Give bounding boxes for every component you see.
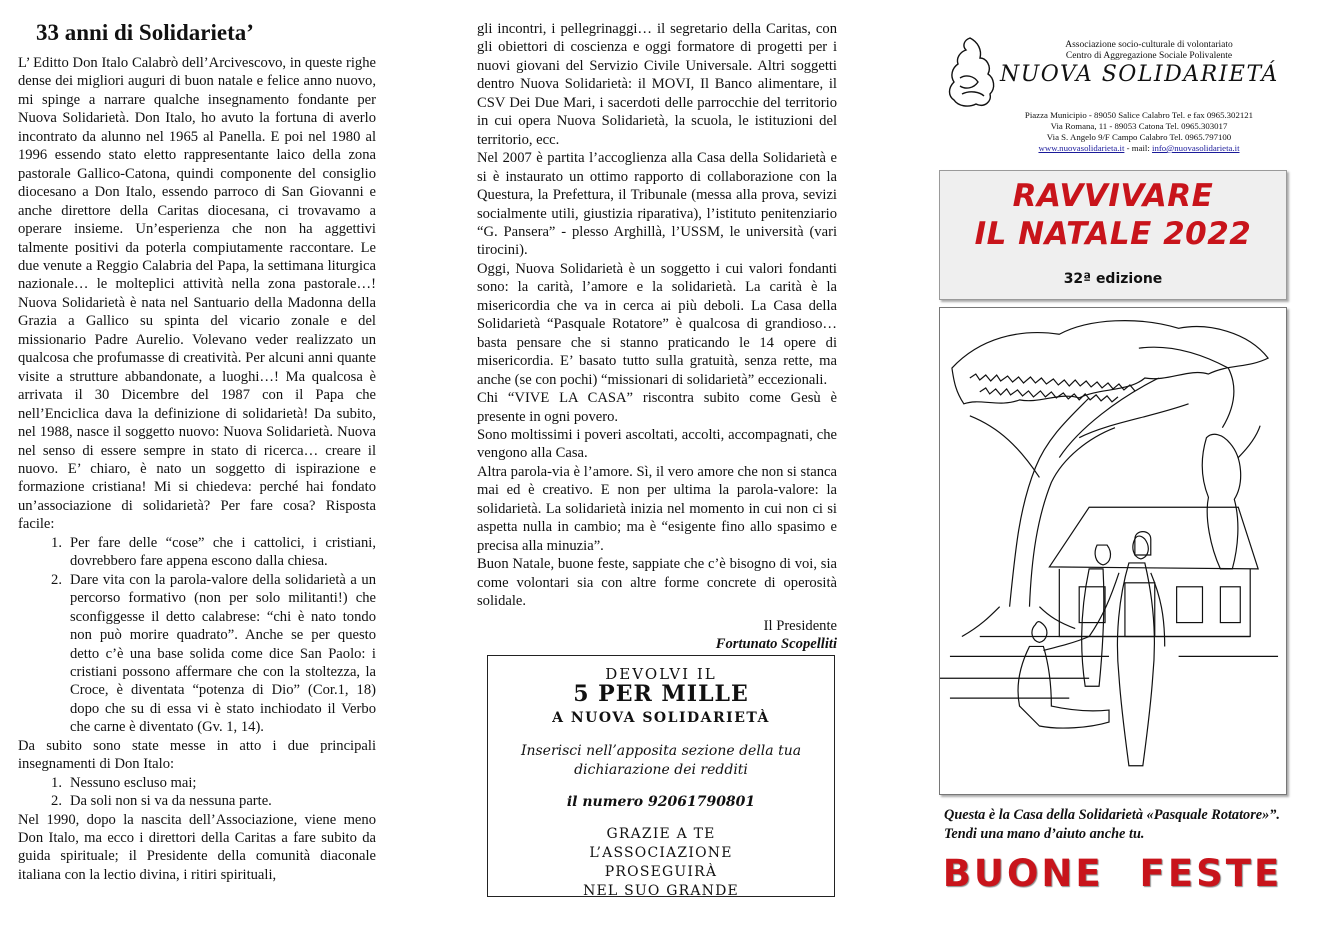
mille-thanks-line: L’ASSOCIAZIONE	[589, 845, 733, 861]
list-item	[18, 774, 376, 792]
paragraph: Chi “VIVE LA CASA” riscontra subito come Gesù è presente in ogni povero.	[477, 390, 837, 425]
list-number: 2.	[51, 793, 62, 810]
list-teachings	[18, 774, 376, 811]
association-type: Associazione socio-culturale di volontariato	[1065, 40, 1233, 50]
paragraph: Da subito sono state messe in atto i due principali insegnamenti di Don Italo:	[18, 737, 376, 773]
address-line: Via Romana, 11 - 89053 Catona Tel. 0965.303017	[1050, 121, 1228, 131]
paragraph: Oggi, Nuova Solidarietà è un soggetto i cui valori fondanti sono: la carità, l’amore e la solidarietà. La carità è la misericordia che va in cerca ai più deboli. La Casa della Solidarietà “Pasquale Rotatore” è qualcosa di grandioso… basta pensare che si stanno praticando le 14 opere di misericordia. E’ basato tutto sulla gratuità, senza rette, ma anche (se con pochi) “missionari di solidarietà” eccezionali.	[477, 260, 837, 388]
paragraph: Altra parola-via è l’amore. Sì, il vero amore che non si stanca mai ed è creativo. E non per ultima la parola-valore: la solidarietà. La solidarietà inizia nel momento in cui non ci si aspetta nulla in cambio; ma è “esigente fino allo spasimo e precisa alla minuzia”.	[477, 463, 837, 554]
contact-addresses	[994, 110, 1284, 154]
mille-tax-number: il numero 92061790801	[566, 794, 756, 810]
mille-instruction-line: dichiarazione dei redditi	[574, 762, 748, 778]
mille-thanks-line: GRAZIE A TE	[606, 826, 716, 842]
article-title: 33 anni di Solidarieta’	[36, 20, 254, 45]
cover-title	[940, 177, 1286, 253]
mille-thanks-line: PROSEGUIRÀ	[604, 864, 718, 880]
article-column-2	[477, 20, 837, 653]
list-text: Nessuno escluso mai;	[70, 774, 197, 791]
paragraph: Buon Natale, buone feste, sappiate che c’è bisogno di voi, sia come volontari sia con altre forme concrete di operosità solidale.	[477, 556, 837, 610]
mille-line: A NUOVA SOLIDARIETÀ	[552, 710, 770, 726]
house-illustration	[939, 307, 1287, 795]
list-text: Da soli non si va da nessuna parte.	[70, 793, 272, 810]
cover-caption: Questa è la Casa della Solidarietà «Pasquale Rotatore»”. Tendi una mano d’aiuto anche tu.	[944, 807, 1280, 842]
list-item	[18, 792, 376, 810]
association-center: Centro di Aggregazione Sociale Polivalente	[1065, 51, 1233, 61]
cover-title-line-2: IL NATALE 2022	[974, 216, 1252, 252]
list-number: 1.	[51, 534, 62, 551]
list-number: 1.	[51, 774, 62, 791]
mille-line: DEVOLVI IL	[605, 665, 717, 683]
edition-label: 32ª edizione	[1063, 271, 1163, 287]
brand-name: NUOVA SOLIDARIETÁ	[1000, 62, 1279, 87]
paragraph: Sono moltissimi i poveri ascoltati, accolti, accompagnati, che vengono alla Casa.	[477, 426, 837, 462]
mille-headline: 5 PER MILLE	[573, 681, 749, 707]
list-text: Per fare delle “cose” che i cattolici, i cristiani, dovrebbero fare appena escono dalla chiesa.	[70, 534, 376, 570]
signature-role: Il Presidente	[763, 617, 837, 634]
website-link[interactable]: www.nuovasolidarieta.it	[1038, 143, 1125, 153]
association-subtitle	[1004, 40, 1294, 62]
list-text: Dare vita con la parola-valore della solidarietà a un percorso formativo (non per solo militanti!) che sconfiggesse il detto calabrese: “chi è nato tondo non può morire quadrato”. Anche se per questo detto c’è una base solida come dice San Paolo: i cristiani possono affermare che con la stoltezza, la Croce, è diventata “potenza di Dio” (Cor.1, 18) dopo che su di essa vi è stato inchiodato il Verbo che carne è diventato (Gv. 1, 14).	[70, 571, 376, 736]
paragraph: gli incontri, i pellegrinaggi… il segretario della Caritas, con gli obiettori di coscienza e oggi formatore di progetti per i nuovi giovani del Servizio Civile Universale. Altri soggetti dentro Nuova Solidarietà: il MOVI, Il Banco alimentare, il CSV Dei Due Mari, i sacerdoti delle parrocchie del territorio in cui opera Nuova Solidarietà, la scuola, le istituzioni del territorio, ecc.	[477, 21, 837, 148]
mille-thanks-line: NEL SUO GRANDE	[583, 883, 739, 899]
cover-title-line-1: RAVVIVARE	[1012, 178, 1214, 214]
list-item	[18, 534, 376, 571]
signature-name: Fortunato Scopelliti	[715, 635, 837, 652]
list-number: 2.	[51, 571, 62, 588]
list-purposes	[18, 534, 376, 737]
list-item	[18, 571, 376, 737]
mille-instructions	[488, 742, 834, 780]
paragraph: Nel 1990, dopo la nascita dell’Associazione, viene meno Don Italo, ma ecco i direttori della Caritas a fare subito da guida spirituale; il Presidente della comunità diaconale italiana con la lectio divina, i ritiri spirituali,	[18, 811, 376, 883]
paragraph: L’ Editto Don Italo Calabrò dell’Arcivescovo, in queste righe dense dei migliori auguri di buon natale e felice anno nuovo, mi spinge a narrare qualche insegnamento fondante per Nuova Solidarietà. Don Italo, ho avuto la fortuna di averlo incontrato da alunno nel 1965 al Panella. E poi nel 1980 al 1996 essendo stato eletto rappresentante laico della zona pastorale Gallico-Catona, quindi componente del consiglio diocesano a Don Italo, essendo parroco di San Giovanni e anche direttore della Caritas diocesana, ci trovavamo a operare insieme. Un’esperienza che non ha aggettivi talmente positivi da poterla compiutamente raccontare. Le due venute a Reggio Calabria del Papa, la settimana liturgica nazionale… le molteplici attività nella zona pastorale…! Nuova Solidarietà è nata nel Santuario della Madonna della Grazia a Gallico su spinta del vicario zonale e del missionario Padre Aurelio. Volevano veder realizzato un qualcosa che profumasse di creatività. Per alcuni anni quante visite a strutture abbandonate, a luoghi…! Ma qualcosa è arrivata il 30 Dicembre del 1987 con il Papa che nell’Enciclica dava la definizione di solidarietà! Da subito, nel 1988, nasce il soggetto nuovo: Nuova Solidarietà. Nuova nel senso di essere sempre in stato di ricerca… creare il nuovo. E’ chiaro, è nato un soggetto di ispirazione e formazione cristiana! Mi si chiedeva: perché hai fondato un’associazione di solidarietà? Per fare cosa? Risposta facile:	[18, 55, 376, 533]
mille-instruction-line: Inserisci nell’apposita sezione della tua	[520, 743, 802, 759]
cover-title-box	[939, 170, 1287, 300]
address-line: Piazza Municipio - 89050 Salice Calabro Tel. e fax 0965.302121	[1024, 110, 1254, 120]
greeting-banner: BUONE FESTE	[942, 852, 1283, 895]
association-logo	[940, 34, 1002, 114]
mail-label: - mail:	[1124, 143, 1153, 153]
paragraph: Nel 2007 è partita l’accoglienza alla Casa della Solidarietà e si è instaurato un ottimo rapporto di collaborazione con la Questura, la Prefettura, il Tribunale (messa alla prova, sevizi socialmente utili, giustizia riparativa), l’istituto penitenziario “G. Pansera” - plesso Arghillà, l’USSM, le università (vari tirocini).	[477, 150, 837, 259]
email-link[interactable]: info@nuovasolidarieta.it	[1152, 143, 1240, 153]
five-per-mille-box	[487, 655, 835, 897]
article-column-1	[18, 54, 376, 884]
address-line: Via S. Angelo 9/F Campo Calabro Tel. 0965.797100	[1046, 132, 1232, 142]
mille-thanks	[488, 825, 834, 901]
contact-links	[994, 143, 1284, 154]
